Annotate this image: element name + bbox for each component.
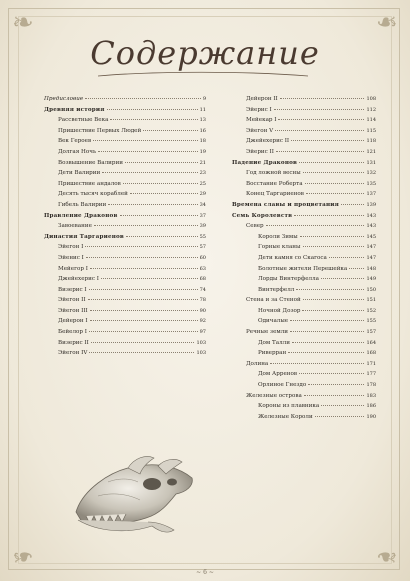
toc-entry-page: 147: [366, 254, 376, 261]
toc-entry-title: Конец Таргариенов: [246, 191, 304, 198]
toc-entry-title: Мейекар I: [246, 117, 277, 124]
toc-entry-title: Эйегон V: [246, 127, 274, 134]
toc-entry-page: 9: [202, 96, 206, 102]
toc-entry-title: Железные Короли: [258, 413, 313, 420]
toc-leader-dots: [292, 342, 365, 343]
toc-leader-dots: [126, 236, 198, 237]
toc-entry-page: 143: [366, 223, 376, 230]
toc-entry: [232, 276, 376, 287]
toc-leader-dots: [120, 215, 198, 216]
toc-entry-title: Падение Драконов: [232, 159, 298, 166]
toc-entry-page: 135: [366, 180, 376, 187]
corner-ornament-icon: ❧: [12, 541, 34, 571]
toc-entry-page: 55: [199, 233, 206, 240]
toc-leader-dots: [101, 278, 198, 279]
toc-leader-dots: [94, 225, 198, 226]
toc-leader-dots: [299, 162, 364, 163]
toc-leader-dots: [85, 98, 201, 99]
toc-entry-title: Времена славы и процветания: [232, 201, 339, 208]
toc-leader-dots: [321, 278, 364, 279]
toc-entry: [44, 350, 206, 361]
toc-entry-page: 97: [199, 329, 206, 336]
toc-entry: [44, 149, 206, 160]
toc-entry-page: 21: [199, 159, 206, 166]
toc-entry: [232, 160, 376, 171]
toc-leader-dots: [266, 225, 365, 226]
toc-entry: [44, 234, 206, 245]
toc-entry: [44, 128, 206, 139]
toc-entry-page: 16: [199, 127, 206, 134]
toc-entry: [44, 329, 206, 340]
toc-entry: [232, 393, 376, 404]
toc-entry-page: 19: [199, 148, 206, 155]
toc-entry: [44, 276, 206, 287]
toc-entry: [232, 318, 376, 329]
toc-entry: [44, 107, 206, 118]
corner-ornament-icon: ❧: [376, 8, 398, 38]
toc-entry: [44, 117, 206, 128]
toc-leader-dots: [341, 204, 364, 205]
toc-entry-title: Долина: [246, 360, 269, 367]
toc-entry: [44, 202, 206, 213]
toc-entry: [232, 223, 376, 234]
toc-leader-dots: [304, 395, 365, 396]
toc-leader-dots: [89, 352, 194, 353]
toc-entry-title: Эйерис II: [246, 148, 274, 155]
toc-entry-title: Гибель Валирии: [58, 201, 107, 208]
toc-entry-title: Десять тысяч кораблей: [58, 191, 128, 198]
toc-leader-dots: [123, 183, 198, 184]
toc-entry-page: 139: [366, 201, 376, 208]
toc-entry-title: Джейехерис II: [246, 138, 290, 145]
toc-leader-dots: [90, 268, 198, 269]
toc-entry-page: 29: [199, 191, 206, 198]
toc-entry-page: 78: [199, 297, 206, 304]
toc-entry-page: 164: [366, 339, 376, 346]
toc-entry-title: Одичалые: [258, 318, 289, 325]
toc-entry-title: Бейелор I: [58, 329, 87, 336]
toc-leader-dots: [98, 151, 198, 152]
toc-entry-title: Правление Драконов: [44, 212, 118, 219]
toc-entry-title: Болотные жители Перешейка: [258, 265, 348, 272]
toc-entry-title: Эйегон IV: [58, 350, 88, 357]
toc-entry: [232, 297, 376, 308]
toc-leader-dots: [306, 193, 365, 194]
toc-entry-page: 90: [199, 307, 206, 314]
toc-entry-title: Короны из плавника: [258, 403, 320, 410]
toc-entry: [232, 181, 376, 192]
toc-leader-dots: [89, 331, 198, 332]
toc-leader-dots: [300, 236, 365, 237]
toc-column-left: [44, 96, 206, 361]
toc-entry-page: 131: [366, 159, 376, 166]
corner-ornament-icon: ❧: [376, 541, 398, 571]
toc-leader-dots: [90, 320, 198, 321]
toc-entry-page: 115: [366, 127, 376, 134]
toc-leader-dots: [110, 119, 197, 120]
toc-entry-page: 114: [366, 117, 376, 124]
toc-entry: [232, 138, 376, 149]
toc-entry-title: Железные острова: [246, 392, 302, 399]
toc-entry: [232, 340, 376, 351]
toc-entry-page: 74: [199, 286, 206, 293]
toc-entry-page: 68: [199, 276, 206, 283]
toc-entry: [232, 149, 376, 160]
toc-leader-dots: [102, 172, 197, 173]
toc-entry-page: 186: [366, 403, 376, 410]
toc-entry-title: Север: [246, 223, 264, 230]
toc-entry-title: Династия Таргариенов: [44, 233, 125, 240]
toc-entry: [44, 191, 206, 202]
toc-entry-title: Лорды Винтерфелла: [258, 276, 319, 283]
toc-leader-dots: [280, 98, 365, 99]
toc-entry-title: Предисловие: [44, 96, 84, 102]
toc-leader-dots: [274, 109, 365, 110]
toc-entry-title: Рассветные Века: [58, 117, 109, 124]
toc-entry-title: Завоевание: [58, 223, 92, 230]
toc-entry-title: Древняя история: [44, 106, 105, 113]
toc-entry-title: Джейехерис I: [58, 276, 99, 283]
toc-entry: [44, 223, 206, 234]
toc-entry: [232, 191, 376, 202]
toc-leader-dots: [108, 204, 197, 205]
toc-entry-title: Дейерон II: [246, 96, 278, 102]
toc-entry-page: 11: [199, 106, 206, 113]
toc-leader-dots: [130, 193, 198, 194]
toc-entry-page: 39: [199, 223, 206, 230]
toc-entry: [232, 96, 376, 107]
toc-entry: [232, 350, 376, 361]
toc-entry: [44, 340, 206, 351]
toc-entry-page: 183: [366, 392, 376, 399]
toc-entry: [232, 213, 376, 224]
toc-leader-dots: [305, 183, 365, 184]
toc-leader-dots: [303, 246, 365, 247]
toc-entry: [44, 287, 206, 298]
toc-entry: [232, 202, 376, 213]
toc-entry: [232, 371, 376, 382]
toc-entry: [44, 266, 206, 277]
toc-entry: [232, 403, 376, 414]
toc-entry-page: 132: [366, 170, 376, 177]
toc-entry-title: Короли Зимы: [258, 233, 298, 240]
toc-entry-page: 60: [199, 254, 206, 261]
toc-entry-page: 151: [366, 297, 376, 304]
toc-entry: [232, 361, 376, 372]
toc-entry-page: 178: [366, 382, 376, 389]
toc-entry-title: Эйегон III: [58, 307, 88, 314]
toc-entry-page: 92: [199, 318, 206, 325]
toc-entry: [232, 382, 376, 393]
toc-leader-dots: [308, 384, 364, 385]
toc-entry-page: 171: [366, 360, 376, 367]
page-title: Содержание: [90, 34, 320, 72]
toc-leader-dots: [288, 352, 364, 353]
toc-entry-page: 63: [199, 265, 206, 272]
toc-entry-page: 155: [366, 318, 376, 325]
toc-entry-title: Век Героев: [58, 138, 92, 145]
toc-entry: [232, 244, 376, 255]
toc-column-right: [232, 96, 376, 424]
toc-entry-title: Горные кланы: [258, 244, 301, 251]
toc-entry: [232, 414, 376, 425]
toc-entry-title: Дом Талли: [258, 339, 290, 346]
toc-entry-title: Риверран: [258, 350, 287, 357]
toc-entry: [232, 287, 376, 298]
toc-entry: [44, 170, 206, 181]
toc-entry: [44, 308, 206, 319]
toc-entry-title: Визерис II: [58, 339, 89, 346]
toc-entry: [232, 107, 376, 118]
toc-entry-title: Визерис I: [58, 286, 87, 293]
toc-entry-title: Восстание Роберта: [246, 180, 303, 187]
toc-entry-title: Пришествие Первых Людей: [58, 127, 142, 134]
toc-leader-dots: [291, 140, 364, 141]
toc-leader-dots: [315, 416, 365, 417]
toc-leader-dots: [302, 310, 364, 311]
toc-entry: [44, 297, 206, 308]
toc-entry-page: 34: [199, 201, 206, 208]
toc-entry-title: Эйегон II: [58, 297, 86, 304]
toc-leader-dots: [329, 257, 365, 258]
dragon-skull-illustration: [68, 452, 198, 540]
toc-entry-title: Возвышение Валирии: [58, 159, 123, 166]
toc-entry-title: Эйегон I: [58, 244, 84, 251]
toc-leader-dots: [303, 299, 365, 300]
toc-entry-title: Винтерфелл: [258, 286, 295, 293]
toc-leader-dots: [296, 289, 364, 290]
toc-entry-page: 147: [366, 244, 376, 251]
toc-leader-dots: [276, 151, 364, 152]
toc-entry-title: Год ложной весны: [246, 170, 301, 177]
toc-entry-title: Дети камня со Скагоса: [258, 254, 327, 261]
toc-leader-dots: [299, 373, 364, 374]
toc-entry-page: 37: [199, 212, 206, 219]
toc-leader-dots: [91, 342, 195, 343]
toc-entry-page: 13: [199, 117, 206, 124]
toc-entry-page: 168: [366, 350, 376, 357]
toc-leader-dots: [143, 130, 197, 131]
toc-entry: [44, 181, 206, 192]
toc-entry: [44, 244, 206, 255]
toc-entry-title: Стена и за Стеной: [246, 297, 301, 304]
toc-entry-page: 57: [199, 244, 206, 251]
toc-entry: [44, 318, 206, 329]
toc-entry-title: Семь Королевств: [232, 212, 293, 219]
toc-leader-dots: [349, 268, 364, 269]
toc-entry-title: Пришествие андалов: [58, 180, 121, 187]
toc-entry-page: 145: [366, 233, 376, 240]
toc-leader-dots: [270, 363, 364, 364]
toc-entry-title: Орлиное Гнездо: [258, 382, 307, 389]
toc-entry-page: 18: [199, 138, 206, 145]
toc-entry-title: Ночной Дозор: [258, 307, 301, 314]
toc-leader-dots: [107, 109, 198, 110]
toc-entry-page: 149: [366, 276, 376, 283]
toc-entry: [44, 213, 206, 224]
toc-leader-dots: [290, 331, 364, 332]
toc-leader-dots: [290, 320, 364, 321]
toc-entry-page: 118: [366, 138, 376, 145]
toc-entry-page: 157: [366, 329, 376, 336]
toc-entry: [232, 128, 376, 139]
toc-entry: [232, 308, 376, 319]
toc-leader-dots: [294, 215, 364, 216]
toc-entry: [44, 255, 206, 266]
toc-entry: [44, 96, 206, 107]
toc-entry: [232, 266, 376, 277]
toc-entry-title: Дети Валирии: [58, 170, 101, 177]
toc-entry-page: 23: [199, 170, 206, 177]
toc-entry-page: 177: [366, 371, 376, 378]
toc-entry-title: Мейегор I: [58, 265, 88, 272]
toc-leader-dots: [278, 119, 364, 120]
toc-entry-page: 103: [196, 339, 206, 346]
toc-entry-page: 108: [366, 96, 376, 102]
toc-entry-page: 150: [366, 286, 376, 293]
toc-leader-dots: [86, 257, 198, 258]
toc-entry: [44, 160, 206, 171]
corner-ornament-icon: ❧: [12, 8, 34, 38]
toc-entry-title: Речные земли: [246, 329, 289, 336]
toc-entry: [232, 329, 376, 340]
toc-leader-dots: [275, 130, 364, 131]
toc-entry-title: Дом Арренов: [258, 371, 297, 378]
page-number: ~ 6 ~: [196, 569, 214, 576]
toc-entry: [232, 234, 376, 245]
toc-leader-dots: [88, 299, 198, 300]
toc-entry: [44, 138, 206, 149]
toc-entry-page: 112: [366, 106, 376, 113]
toc-leader-dots: [85, 246, 197, 247]
toc-entry-page: 190: [366, 413, 376, 420]
toc-entry-page: 121: [366, 148, 376, 155]
toc-entry-title: Долгая Ночь: [58, 148, 97, 155]
toc-entry: [232, 117, 376, 128]
toc-entry-page: 152: [366, 307, 376, 314]
toc-leader-dots: [303, 172, 365, 173]
toc-entry: [232, 170, 376, 181]
toc-entry-page: 103: [196, 350, 206, 357]
toc-entry-title: Эйерис I: [246, 106, 272, 113]
toc-entry-page: 25: [199, 180, 206, 187]
toc-leader-dots: [125, 162, 198, 163]
toc-entry-title: Дейерон I: [58, 318, 88, 325]
toc-entry-title: Эйенис I: [58, 254, 84, 261]
toc-entry: [232, 255, 376, 266]
toc-entry-page: 148: [366, 265, 376, 272]
toc-entry-page: 143: [366, 212, 376, 219]
toc-leader-dots: [90, 310, 198, 311]
toc-leader-dots: [93, 140, 198, 141]
toc-leader-dots: [321, 405, 364, 406]
toc-leader-dots: [89, 289, 198, 290]
title-underline-swash-icon: [96, 70, 310, 80]
toc-entry-page: 137: [366, 191, 376, 198]
